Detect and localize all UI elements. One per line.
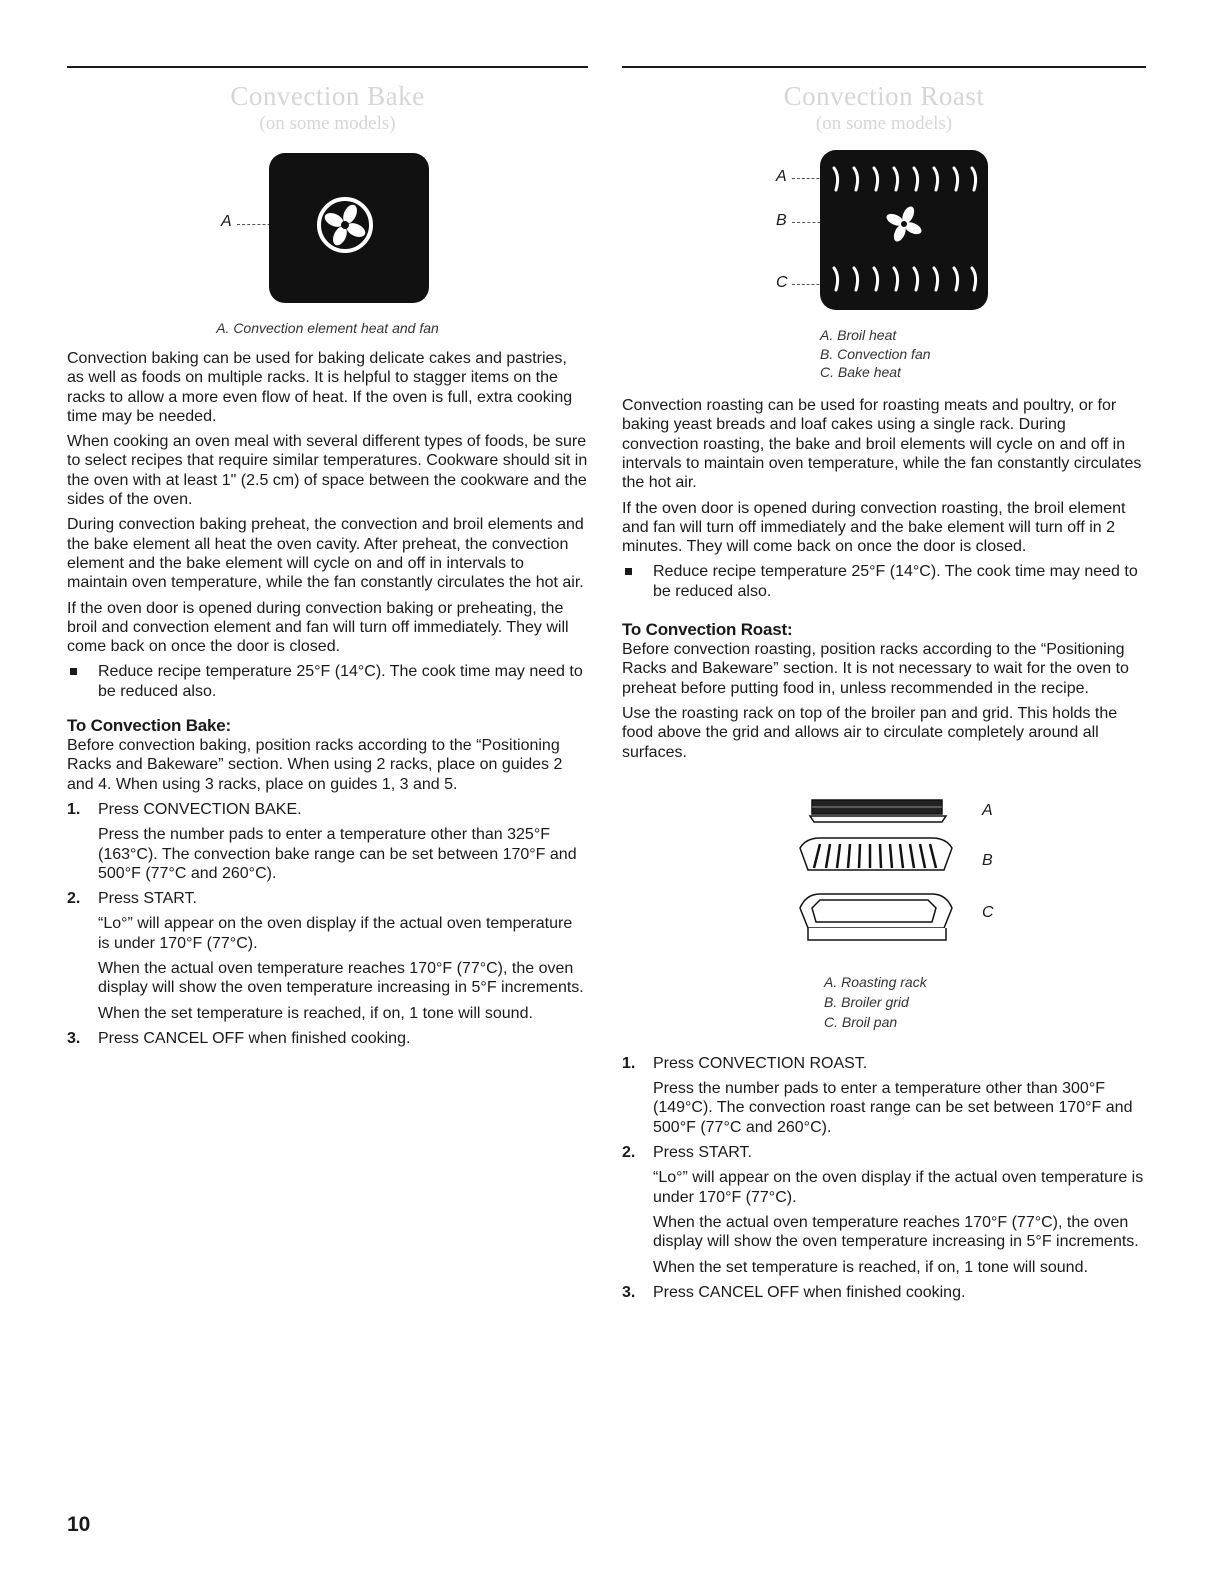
bullet-item <box>622 562 1146 601</box>
bullet-item <box>67 662 588 701</box>
section-heading: To Convection Roast: <box>622 620 793 640</box>
step-line: Press START. <box>653 1144 752 1162</box>
step-line: “Lo°” will appear on the oven display if the actual oven temperature is under 170°F (77°C). <box>653 1169 1144 1206</box>
intro-paragraph: Before convection roasting, position racks according to the “Positioning Racks and Bakeware” section. It is not necessary to wait for the oven to preheat before putting food in, unless recommended in the recipe. <box>622 641 1129 697</box>
paragraph: If the oven door is opened during convection roasting, the broil element and fan will turn off immediately and the bake element will turn off in 2 minutes. They will come back on once the door is closed. <box>622 499 1126 556</box>
section-subtitle: (on some models) <box>815 113 953 134</box>
intro-paragraph: Use the roasting rack on top of the broiler pan and grid. This holds the food above the grid and allows air to circulate completely around all surfaces. <box>622 704 1118 761</box>
paragraph: During convection baking preheat, the convection and broil elements and the bake element all heat the oven cavity. After preheat, the convection element and the bake element will cycle on and off in intervals to maintain oven temperature, while the fan constantly circulates the hot air. <box>67 516 584 592</box>
step-item <box>622 1054 1146 1137</box>
step-item <box>67 1029 588 1048</box>
roasting-rack-diagram <box>782 798 982 958</box>
top-rule <box>67 66 588 68</box>
caption-line: A. Roasting rack <box>824 973 927 990</box>
figure-caption <box>820 326 1146 382</box>
label-a: A <box>221 213 232 230</box>
paragraph: When cooking an oven meal with several different types of foods, be sure to select recipes that require similar temperatures. Cookware should sit in the oven with at least 1" (2.5 cm) of space between the cookware and the sides of the oven. <box>67 433 588 509</box>
step-item <box>622 1143 1146 1277</box>
step-item <box>67 889 588 1023</box>
bullet-square-icon <box>625 568 632 575</box>
page-number: 10 <box>67 1513 91 1536</box>
roasting-rack-icon <box>810 800 946 822</box>
label-a: A <box>776 168 787 185</box>
broil-pan-icon <box>800 894 952 940</box>
label-b: B <box>982 851 993 869</box>
paragraph: Convection baking can be used for baking delicate cakes and pastries, as well as foods on multiple racks. It is helpful to stagger items on the racks to allow a more even flow of heat. If the oven is full, extra cooking time may be needed. <box>67 350 573 425</box>
convection-bake-figure <box>67 153 588 313</box>
intro-paragraph: Before convection baking, position racks according to the “Positioning Racks and Bakeware” section. When using 2 racks, place on guides 2 and 4. When using 3 racks, place on guides 1, 3 and 5. <box>67 737 563 793</box>
step-line: Press CONVECTION ROAST. <box>653 1054 868 1072</box>
label-b: B <box>776 212 787 229</box>
label-a: A <box>982 801 993 819</box>
right-column <box>622 66 1146 1308</box>
label-c: C <box>982 903 994 921</box>
caption-line: B. Convection fan <box>820 345 931 362</box>
caption-line: C. Broil pan <box>824 1013 898 1030</box>
section-title: Convection Roast <box>783 81 985 111</box>
step-number: 2. <box>67 890 81 908</box>
paragraph: Convection roasting can be used for roasting meats and poultry, or for baking yeast breads and loaf cakes using a single rack. During convection roasting, the bake and broil elements will cycle on and off in intervals to maintain oven temperature, while the fan constantly circulates the hot air. <box>622 397 1142 492</box>
step-number: 1. <box>622 1054 636 1072</box>
step-line: When the set temperature is reached, if on, 1 tone will sound. <box>653 1258 1088 1276</box>
left-column <box>67 66 588 1054</box>
caption-line: B. Broiler grid <box>824 993 909 1010</box>
section-subtitle: (on some models) <box>259 113 396 134</box>
roasting-rack-figure <box>622 798 1146 958</box>
step-line: Press CONVECTION BAKE. <box>98 800 302 818</box>
top-rule <box>622 66 1146 68</box>
step-number: 1. <box>67 800 81 818</box>
section-heading: To Convection Bake: <box>67 716 232 736</box>
step-line: Press CANCEL OFF when finished cooking. <box>653 1283 966 1301</box>
step-line: Press the number pads to enter a temperature other than 300°F (149°C). The convection roast range can be set between 170°F and 500°F (77°C and 260°C). <box>653 1080 1133 1136</box>
label-c: C <box>776 274 788 291</box>
step-line: When the actual oven temperature reaches 170°F (77°C), the oven display will show the oven temperature increasing in 5°F increments. <box>98 960 584 997</box>
step-number: 3. <box>622 1283 636 1301</box>
step-line: Press the number pads to enter a temperature other than 325°F (163°C). The convection bake range can be set between 170°F and 500°F (77°C and 260°C). <box>98 826 577 882</box>
fan-icon <box>315 195 375 255</box>
bullet-text: Reduce recipe temperature 25°F (14°C). The cook time may need to be reduced also. <box>98 663 583 700</box>
step-line: Press CANCEL OFF when finished cooking. <box>98 1029 411 1047</box>
paragraph: If the oven door is opened during convection baking or preheating, the broil and convection element and fan will turn off immediately. They will come back on once the door is closed. <box>67 599 569 656</box>
step-item <box>622 1283 1146 1302</box>
step-line: Press START. <box>98 890 197 908</box>
convection-roast-figure <box>622 150 1146 320</box>
step-number: 2. <box>622 1144 636 1162</box>
section-title: Convection Bake <box>230 81 425 111</box>
figure-caption <box>824 972 1146 1032</box>
step-number: 3. <box>67 1029 81 1047</box>
caption-line: A. Broil heat <box>820 327 897 343</box>
bullet-square-icon <box>70 668 77 675</box>
oven-cavity-diagram <box>820 150 988 310</box>
step-line: When the actual oven temperature reaches 170°F (77°C), the oven display will show the oven temperature increasing in 5°F increments. <box>653 1213 1139 1251</box>
broiler-grid-icon <box>800 838 952 870</box>
figure-caption: A. Convection element heat and fan <box>216 320 439 336</box>
caption-line: C. Bake heat <box>820 364 901 381</box>
bullet-text: Reduce recipe temperature 25°F (14°C). The cook time may need to be reduced also. <box>653 563 1138 600</box>
step-item <box>67 800 588 883</box>
step-line: When the set temperature is reached, if on, 1 tone will sound. <box>98 1004 533 1022</box>
step-line: “Lo°” will appear on the oven display if the actual oven temperature is under 170°F (77°C). <box>98 915 573 952</box>
